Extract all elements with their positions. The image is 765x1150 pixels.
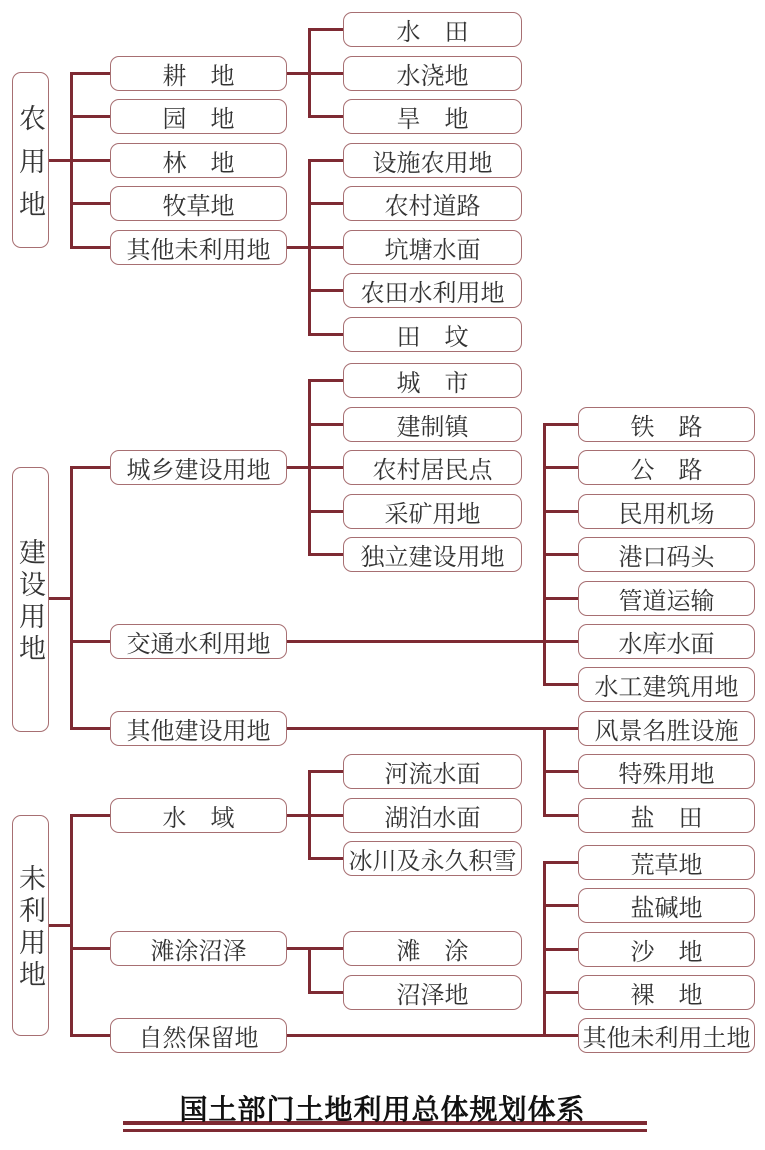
node-port-wharf: 港口码头: [578, 537, 755, 572]
node-facility-agri-land: 设施农用地: [343, 143, 522, 178]
node-railway: 铁 路: [578, 407, 755, 442]
connector-line: [308, 553, 343, 556]
title-underline: [123, 1129, 647, 1132]
connector-line: [308, 947, 311, 994]
connector-line: [543, 814, 578, 817]
connector-line: [308, 379, 343, 382]
node-pipeline-transport: 管道运输: [578, 581, 755, 616]
node-cultivated-land: 耕 地: [110, 56, 287, 91]
connector-line: [287, 466, 343, 469]
connector-line: [543, 510, 578, 513]
node-wild-grassland: 荒草地: [578, 845, 755, 880]
node-label: 农用地: [15, 103, 45, 233]
node-highway: 公 路: [578, 450, 755, 485]
node-label: 建设用地: [15, 538, 45, 666]
connector-line: [287, 1034, 578, 1037]
connector-line: [287, 814, 343, 817]
connector-line: [543, 948, 578, 951]
node-urban-rural-construction-land: 城乡建设用地: [110, 450, 287, 485]
node-dry-land: 旱 地: [343, 99, 522, 134]
connector-line: [308, 28, 343, 31]
connector-line: [543, 861, 578, 864]
connector-line: [308, 28, 311, 118]
connector-line: [72, 72, 110, 75]
node-mining-land: 采矿用地: [343, 494, 522, 529]
node-special-land: 特殊用地: [578, 754, 755, 789]
connector-line: [72, 1034, 110, 1037]
node-garden-land: 园 地: [110, 99, 287, 134]
connector-line: [287, 246, 343, 249]
node-lake-water: 湖泊水面: [343, 798, 522, 833]
node-construction-land: [12, 467, 49, 732]
connector-line: [543, 991, 578, 994]
connector-line: [308, 770, 311, 860]
connector-line: [543, 683, 578, 686]
connector-line: [543, 553, 578, 556]
diagram-title: 国土部门土地利用总体规划体系: [179, 1094, 586, 1125]
node-independent-construction-land: 独立建设用地: [343, 537, 522, 572]
node-farmland-water-land: 农田水利用地: [343, 273, 522, 308]
node-sandy-land: 沙 地: [578, 932, 755, 967]
connector-line: [308, 991, 343, 994]
connector-line: [72, 727, 110, 730]
connector-line: [308, 159, 311, 336]
node-scenic-facility: 风景名胜设施: [578, 711, 755, 746]
node-transport-water-land: 交通水利用地: [110, 624, 287, 659]
node-tidal-flat: 滩 涂: [343, 931, 522, 966]
node-other-unused-agri-land: 其他未利用地: [110, 230, 287, 265]
node-water-area: 水 域: [110, 798, 287, 833]
connector-line: [308, 289, 343, 292]
node-hydraulic-construction-land: 水工建筑用地: [578, 667, 755, 702]
node-city: 城 市: [343, 363, 522, 398]
node-marsh-land: 沼泽地: [343, 975, 522, 1010]
connector-line: [308, 510, 343, 513]
node-irrigated-land: 水浇地: [343, 56, 522, 91]
connector-line: [72, 115, 110, 118]
node-forest-land: 林 地: [110, 143, 287, 178]
node-glacier-snow: 冰川及永久积雪: [343, 841, 522, 876]
connector-line: [72, 814, 110, 817]
node-saline-land: 盐碱地: [578, 888, 755, 923]
node-field-ridge: 田 坟: [343, 317, 522, 352]
node-other-construction-land: 其他建设用地: [110, 711, 287, 746]
connector-line: [543, 466, 578, 469]
node-civil-airport: 民用机场: [578, 494, 755, 529]
connector-line: [543, 423, 578, 426]
connector-line: [72, 159, 110, 162]
node-agricultural-land: [12, 72, 49, 248]
connector-line: [308, 333, 343, 336]
connector-line: [49, 924, 72, 927]
node-river-water: 河流水面: [343, 754, 522, 789]
node-salt-field: 盐 田: [578, 798, 755, 833]
connector-line: [543, 597, 578, 600]
node-rural-settlement: 农村居民点: [343, 450, 522, 485]
node-pond-water: 坑塘水面: [343, 230, 522, 265]
node-tidal-marsh: 滩涂沼泽: [110, 931, 287, 966]
connector-line: [49, 597, 72, 600]
connector-line: [287, 947, 343, 950]
connector-line: [287, 727, 578, 730]
connector-line: [308, 115, 343, 118]
connector-line: [543, 770, 578, 773]
node-reservoir-water: 水库水面: [578, 624, 755, 659]
node-unused-land: [12, 815, 49, 1036]
node-other-unused-land: 其他未利用土地: [578, 1018, 755, 1053]
connector-line: [72, 202, 110, 205]
connector-line: [287, 72, 343, 75]
connector-line: [72, 246, 110, 249]
node-label: 未利用地: [15, 864, 45, 992]
connector-line: [70, 814, 73, 1037]
node-bare-land: 裸 地: [578, 975, 755, 1010]
connector-line: [308, 202, 343, 205]
connector-line: [308, 159, 343, 162]
node-paddy-field: 水 田: [343, 12, 522, 47]
connector-line: [308, 379, 311, 556]
connector-line: [543, 904, 578, 907]
connector-line: [72, 947, 110, 950]
node-town: 建制镇: [343, 407, 522, 442]
connector-line: [308, 770, 343, 773]
connector-line: [308, 423, 343, 426]
connector-line: [70, 466, 73, 730]
node-pasture-land: 牧草地: [110, 186, 287, 221]
node-natural-reserve-land: 自然保留地: [110, 1018, 287, 1053]
connector-line: [287, 640, 578, 643]
connector-line: [308, 857, 343, 860]
connector-line: [72, 466, 110, 469]
connector-line: [72, 640, 110, 643]
connector-line: [49, 159, 72, 162]
node-rural-road: 农村道路: [343, 186, 522, 221]
